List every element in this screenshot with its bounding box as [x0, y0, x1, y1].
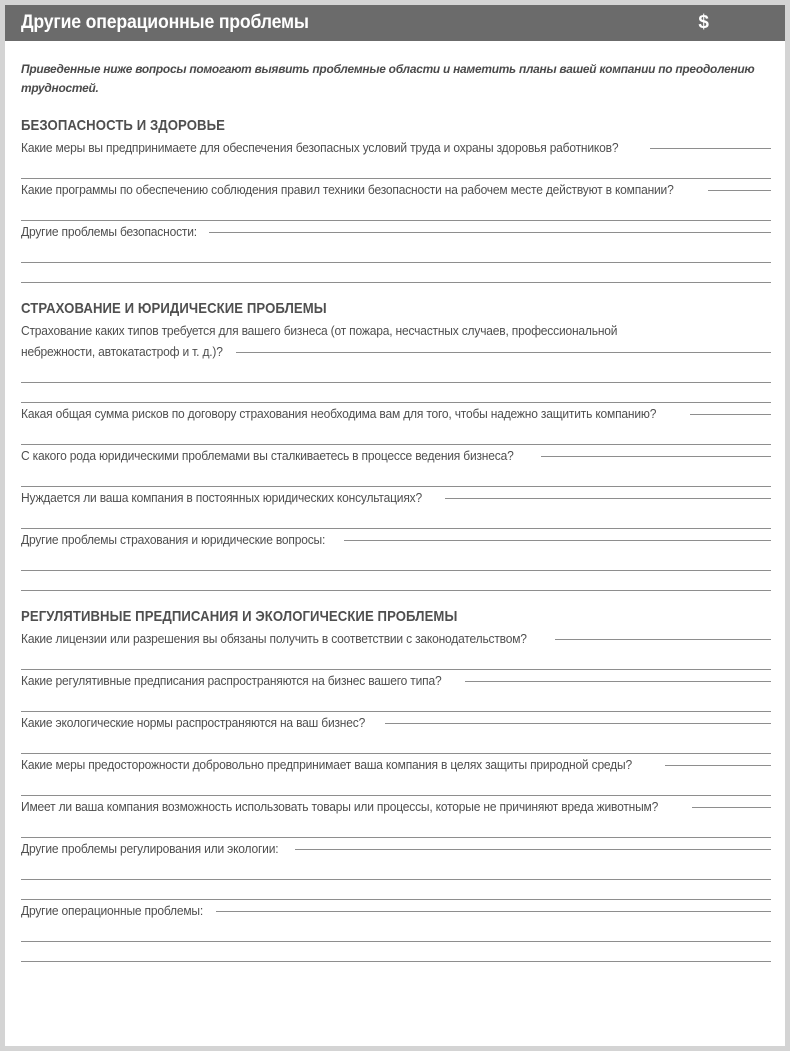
answer-write-in-rule[interactable] — [708, 190, 771, 191]
question-text-row — [21, 404, 771, 425]
intro-paragraph: Приведенные ниже вопросы помогают выявить проблемные области и наметить планы вашей компании по преодолению трудностей. — [21, 62, 755, 95]
question-text-row — [21, 222, 771, 243]
question-block — [21, 530, 771, 591]
question-text-row — [21, 180, 771, 201]
question-text-row — [21, 755, 771, 776]
question-block — [21, 755, 771, 796]
answer-blank-line[interactable] — [21, 159, 771, 179]
question-block — [21, 488, 771, 529]
answer-write-in-rule[interactable] — [690, 414, 771, 415]
question-text-row — [21, 901, 771, 922]
answer-blank-line[interactable] — [21, 551, 771, 571]
answer-blank-line[interactable] — [21, 734, 771, 754]
answer-write-in-rule[interactable] — [209, 232, 771, 233]
answer-blank-line[interactable] — [21, 243, 771, 263]
question-block — [21, 138, 771, 179]
answer-blank-line[interactable] — [21, 942, 771, 962]
answer-write-in-rule[interactable] — [295, 849, 771, 850]
worksheet-section — [21, 609, 771, 962]
question-label: Какие регулятивные предписания распространяются на бизнес вашего типа? — [21, 674, 442, 688]
worksheet-section — [21, 301, 771, 591]
answer-blank-line[interactable] — [21, 692, 771, 712]
question-label: Какие экологические нормы распространяются на ваш бизнес? — [21, 716, 366, 730]
section-heading: СТРАХОВАНИЕ И ЮРИДИЧЕСКИЕ ПРОБЛЕМЫ — [21, 301, 327, 317]
answer-write-in-rule[interactable] — [650, 148, 771, 149]
question-label: небрежности, автокатастроф и т. д.)? — [21, 345, 223, 359]
question-label: Страхование каких типов требуется для вашего бизнеса (от пожара, несчастных случаев, профессиональной — [21, 324, 618, 338]
question-text-row — [21, 488, 771, 509]
answer-write-in-rule[interactable] — [385, 723, 771, 724]
question-block — [21, 446, 771, 487]
answer-write-in-rule[interactable] — [344, 540, 772, 541]
answer-blank-line[interactable] — [21, 509, 771, 529]
answer-write-in-rule[interactable] — [665, 765, 771, 766]
question-text-row — [21, 530, 771, 551]
section-heading: РЕГУЛЯТИВНЫЕ ПРЕДПИСАНИЯ И ЭКОЛОГИЧЕСКИЕ ПРОБЛЕМЫ — [21, 609, 458, 625]
question-label: Другие проблемы безопасности: — [21, 225, 197, 239]
page-title: Другие операционные проблемы — [21, 12, 309, 33]
question-block — [21, 321, 771, 403]
question-block — [21, 797, 771, 838]
answer-blank-line[interactable] — [21, 776, 771, 796]
answer-write-in-rule[interactable] — [541, 456, 771, 457]
currency-badge: $ — [698, 12, 709, 33]
answer-write-in-rule[interactable] — [236, 352, 771, 353]
question-label: Другие проблемы регулирования или экологии: — [21, 842, 279, 856]
question-label: Какие лицензии или разрешения вы обязаны получить в соответствии с законодательством? — [21, 632, 527, 646]
question-block — [21, 839, 771, 900]
question-text-row — [21, 629, 771, 650]
question-block — [21, 222, 771, 283]
question-label: Какая общая сумма рисков по договору страхования необходима вам для того, чтобы надежно защитить компанию? — [21, 407, 657, 421]
question-text-row — [21, 138, 771, 159]
question-label: Какие меры вы предпринимаете для обеспечения безопасных условий труда и охраны здоровья работников? — [21, 141, 619, 155]
worksheet-section — [21, 118, 771, 283]
answer-blank-line[interactable] — [21, 467, 771, 487]
sections-container — [21, 118, 771, 962]
question-text-row — [21, 321, 771, 342]
question-text-row — [21, 671, 771, 692]
answer-blank-line[interactable] — [21, 363, 771, 383]
question-block — [21, 404, 771, 445]
answer-blank-line[interactable] — [21, 880, 771, 900]
question-block — [21, 629, 771, 670]
page-header — [5, 5, 785, 41]
question-text-row — [21, 713, 771, 734]
question-block — [21, 671, 771, 712]
question-label: С какого рода юридическими проблемами вы сталкиваетесь в процессе ведения бизнеса? — [21, 449, 514, 463]
answer-blank-line[interactable] — [21, 571, 771, 591]
question-label: Какие программы по обеспечению соблюдения правил техники безопасности на рабочем месте действуют в компании? — [21, 183, 674, 197]
question-text-row — [21, 342, 771, 363]
answer-blank-line[interactable] — [21, 818, 771, 838]
question-block — [21, 180, 771, 221]
section-heading: БЕЗОПАСНОСТЬ И ЗДОРОВЬЕ — [21, 118, 225, 134]
question-label: Какие меры предосторожности добровольно предпринимает ваша компания в целях защиты природной среды? — [21, 758, 632, 772]
answer-write-in-rule[interactable] — [445, 498, 771, 499]
answer-blank-line[interactable] — [21, 201, 771, 221]
question-label: Другие проблемы страхования и юридические вопросы: — [21, 533, 326, 547]
answer-write-in-rule[interactable] — [692, 807, 771, 808]
question-text-row — [21, 839, 771, 860]
question-label: Другие операционные проблемы: — [21, 904, 204, 918]
answer-write-in-rule[interactable] — [555, 639, 771, 640]
answer-write-in-rule[interactable] — [465, 681, 771, 682]
answer-blank-line[interactable] — [21, 650, 771, 670]
worksheet-body — [5, 60, 785, 962]
answer-blank-line[interactable] — [21, 263, 771, 283]
question-block — [21, 713, 771, 754]
question-text-row — [21, 446, 771, 467]
answer-blank-line[interactable] — [21, 383, 771, 403]
answer-blank-line[interactable] — [21, 425, 771, 445]
answer-blank-line[interactable] — [21, 922, 771, 942]
answer-write-in-rule[interactable] — [216, 911, 771, 912]
question-label: Имеет ли ваша компания возможность использовать товары или процессы, которые не причиняют вреда животным? — [21, 800, 659, 814]
question-label: Нуждается ли ваша компания в постоянных юридических консультациях? — [21, 491, 422, 505]
answer-blank-line[interactable] — [21, 860, 771, 880]
question-block — [21, 901, 771, 962]
question-text-row — [21, 797, 771, 818]
